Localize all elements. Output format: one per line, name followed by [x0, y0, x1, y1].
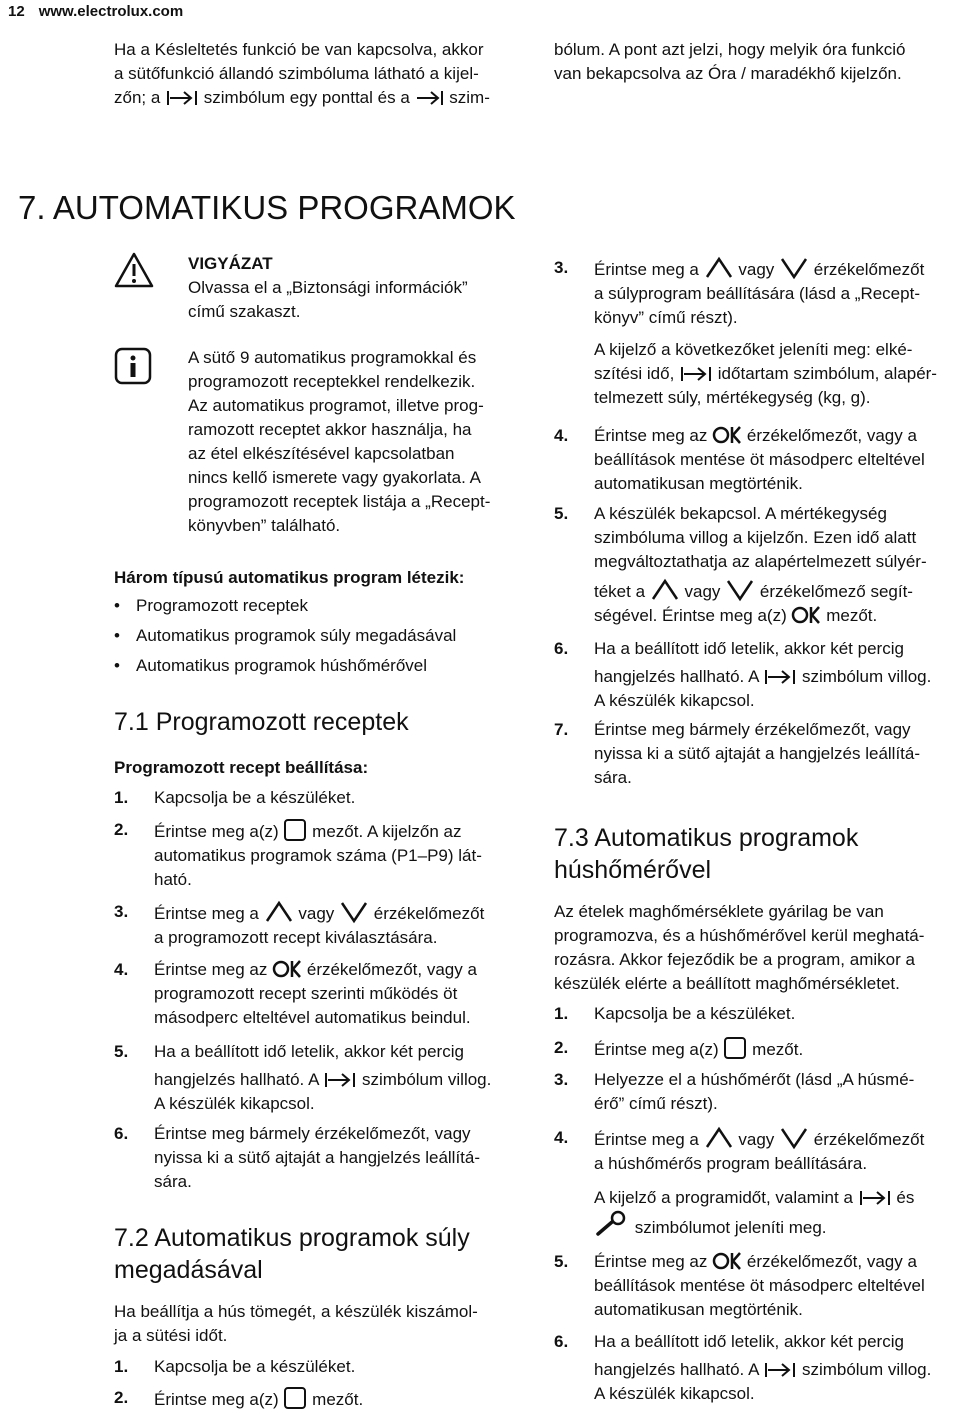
text-fragment: érzékelőmezőt: [813, 1130, 925, 1149]
step-number: 6.: [114, 1124, 129, 1143]
text-line: A készülék kikapcsol.: [594, 1384, 755, 1403]
duration-arrow-icon: [679, 364, 713, 384]
text-fragment: Érintse meg az: [594, 1252, 708, 1271]
text-line: Ha beállítja a hús tömegét, a készülék kiszámol-: [114, 1302, 478, 1321]
text-line: A kijelző a következőket jeleníti meg: elké-: [594, 340, 913, 359]
text-line: nyissa ki a sütő ajtaját a hangjelzés leállítá-: [154, 1148, 481, 1167]
page-number: 12: [8, 3, 25, 20]
meat-probe-icon: [594, 1210, 630, 1238]
text-line: bólum. A pont azt jelzi, hogy melyik óra funkció: [554, 40, 906, 59]
step-number: 3.: [554, 258, 569, 277]
text-fragment: mezőt.: [826, 606, 878, 625]
step-number: 7.: [554, 720, 569, 739]
text-line: Kapcsolja be a készüléket.: [154, 788, 356, 807]
text-line: [594, 1126, 954, 1152]
section-title: 7. AUTOMATIKUS PROGRAMOK: [18, 189, 516, 226]
text-fragment: érzékelőmezőt: [373, 904, 485, 923]
text-fragment: Érintse meg a: [594, 260, 699, 279]
text-line: A készülék kikapcsol.: [594, 691, 755, 710]
text-fragment: Érintse meg a(z): [154, 1390, 279, 1409]
step-number: 1.: [114, 788, 129, 807]
text-fragment: érzékelőmezőt, vagy a: [306, 960, 477, 979]
text-line: ramozott receptet akkor használja, ha: [188, 420, 472, 439]
text-line: Helyezze el a húshőmérőt (lásd „A húsmé-: [594, 1070, 915, 1089]
chevron-down-icon: [779, 1126, 809, 1150]
step-number: 1.: [554, 1004, 569, 1023]
end-arrow-icon: [415, 88, 445, 108]
subsection-7-3-paragraph: [554, 900, 954, 996]
text-line: [154, 900, 524, 926]
text-line: automatikusan megtörténik.: [594, 474, 803, 493]
step-number: 4.: [554, 426, 569, 445]
ok-icon: [791, 604, 821, 626]
text-line: programozva, és a húshőmérővel kerül meghatá-: [554, 926, 925, 945]
step-number: 5.: [554, 504, 569, 523]
text-line: automatikus programok száma (P1–P9) lát-: [154, 846, 482, 865]
step-number: 2.: [114, 1388, 129, 1407]
chevron-up-icon: [264, 900, 294, 924]
subsection-7-1-title: 7.1 Programozott receptek: [114, 708, 409, 736]
title-line: megadásával: [114, 1256, 263, 1284]
text-fragment: és: [896, 1188, 915, 1207]
step-number: 4.: [114, 960, 129, 979]
text-line: érő” című részt).: [594, 1094, 718, 1113]
warning-triangle-icon: [114, 252, 154, 288]
text-fragment: vagy: [738, 260, 775, 279]
title-line: húshőmérővel: [554, 856, 712, 884]
text-line: Az ételek maghőmérséklete gyárilag be van: [554, 902, 884, 921]
text-line: [594, 1036, 954, 1062]
text-line: a súlyprogram beállítására (lásd a „Recept-: [594, 284, 920, 303]
text-line: A sütő 9 automatikus programokkal és: [188, 348, 477, 367]
step-number: 3.: [114, 902, 129, 921]
text-fragment: szítési idő,: [594, 364, 675, 383]
text-line: van bekapcsolva az Óra / maradékhő kijelzőn.: [554, 64, 902, 83]
text-line: [594, 665, 954, 689]
step-number: 2.: [554, 1038, 569, 1057]
text-line: készülék elérte a beállított maghőmérsékletet.: [554, 974, 900, 993]
step-number: 1.: [114, 1357, 129, 1376]
text-fragment: A kijelző a programidőt, valamint a: [594, 1188, 853, 1207]
text-fragment: mezőt.: [752, 1040, 804, 1059]
text-line: [594, 1358, 954, 1382]
chevron-down-icon: [339, 900, 369, 924]
text-line: beállítások mentése öt másodperc elteltével: [594, 450, 925, 469]
step-number: 5.: [554, 1252, 569, 1271]
text-line: [594, 424, 954, 448]
subsection-7-2-title: [114, 1222, 524, 1286]
text-fragment: Érintse meg a(z): [154, 822, 279, 841]
text-line: sára.: [154, 1172, 192, 1191]
text-line: nyissa ki a sütő ajtaját a hangjelzés leállítá-: [594, 744, 921, 763]
text-line: a programozott recept kiválasztására.: [154, 928, 438, 947]
text-line: megváltoztathatja az alapértelmezett súlyér-: [594, 552, 927, 571]
text-line: könyvben” található.: [188, 516, 341, 535]
blank-field-icon: [723, 1036, 747, 1060]
text-line: sára.: [594, 768, 632, 787]
warning-title: VIGYÁZAT: [188, 254, 273, 273]
title-line: 7.2 Automatikus programok súly: [114, 1224, 470, 1252]
text-fragment: Érintse meg a: [594, 1130, 699, 1149]
intro-left: [114, 38, 524, 110]
step-number: 4.: [554, 1128, 569, 1147]
text-line: [594, 604, 954, 628]
types-heading: Három típusú automatikus program létezik:: [114, 568, 465, 587]
list-item: • Automatikus programok súly megadásával: [114, 624, 524, 654]
text-fragment: vagy: [298, 904, 335, 923]
text-line: Ha a beállított idő letelik, akkor két percig: [154, 1042, 464, 1061]
text-line: A készülék bekapcsol. A mértékegység: [594, 504, 887, 523]
text-line: [154, 1068, 524, 1092]
text-line: szimbóluma villog a kijelzőn. Ezen idő alatt: [594, 528, 917, 547]
list-item: • Programozott receptek: [114, 594, 524, 624]
step-note: [594, 1186, 954, 1240]
ok-icon: [272, 958, 302, 980]
warning-box: [188, 252, 524, 324]
text-fragment: szim-: [449, 88, 490, 107]
text-line: az étel elkészítésével kapcsolatban: [188, 444, 455, 463]
text-fragment: Érintse meg a(z): [594, 1040, 719, 1059]
step-number: 2.: [114, 820, 129, 839]
text-line: [154, 1386, 524, 1412]
text-line: Olvassa el a „Biztonsági információk”: [188, 278, 468, 297]
text-line: Ha a beállított idő letelik, akkor két percig: [594, 639, 904, 658]
text-fragment: Érintse meg a: [154, 904, 259, 923]
text-line: című szakaszt.: [188, 302, 301, 321]
text-line: ható.: [154, 870, 192, 889]
text-fragment: zőn; a: [114, 88, 161, 107]
text-fragment: szimbólumot jeleníti meg.: [634, 1218, 827, 1237]
text-line: Kapcsolja be a készüléket.: [594, 1004, 796, 1023]
blank-field-icon: [283, 818, 307, 842]
types-list: [114, 594, 524, 684]
text-line: könyv” című részt).: [594, 308, 738, 327]
text-fragment: hangjelzés hallható. A: [154, 1070, 319, 1089]
text-line: ja a sütési időt.: [114, 1326, 228, 1345]
text-fragment: érzékelőmezőt: [813, 260, 925, 279]
text-fragment: szimbólum egy ponttal és a: [203, 88, 410, 107]
info-box: [188, 346, 524, 538]
chevron-down-icon: [779, 256, 809, 280]
text-fragment: vagy: [738, 1130, 775, 1149]
text-line: [114, 86, 524, 110]
subsection-7-2-paragraph: [114, 1300, 524, 1348]
text-line: [594, 1186, 954, 1210]
chevron-up-icon: [650, 578, 680, 602]
text-line: rozásra. Akkor fejeződik be a program, amikor a: [554, 950, 915, 969]
text-line: Érintse meg bármely érzékelőmezőt, vagy: [154, 1124, 471, 1143]
text-fragment: mezőt. A kijelzőn az: [312, 822, 462, 841]
text-line: Kapcsolja be a készüléket.: [154, 1357, 356, 1376]
blank-field-icon: [283, 1386, 307, 1410]
text-fragment: hangjelzés hallható. A: [594, 667, 759, 686]
duration-arrow-icon: [763, 1360, 797, 1380]
text-line: telmezett súly, mértékegység (kg, g).: [594, 388, 871, 407]
text-fragment: téket a: [594, 582, 646, 601]
text-line: Ha a Késleltetés funkció be van kapcsolva, akkor: [114, 40, 484, 59]
step-note: [594, 338, 954, 410]
text-line: A készülék kikapcsol.: [154, 1094, 315, 1113]
list-item: • Automatikus programok húshőmérővel: [114, 654, 524, 684]
page-header: [8, 0, 183, 24]
step-number: 3.: [554, 1070, 569, 1089]
text-line: programozott receptekkel rendelkezik.: [188, 372, 476, 391]
text-fragment: Érintse meg az: [154, 960, 268, 979]
text-fragment: érzékelőmezőt, vagy a: [746, 1252, 917, 1271]
text-line: [594, 1210, 954, 1240]
chevron-up-icon: [704, 256, 734, 280]
text-line: Az automatikus programot, illetve prog-: [188, 396, 484, 415]
text-line: Ha a beállított idő letelik, akkor két percig: [594, 1332, 904, 1351]
text-line: programozott receptek listája a „Recept-: [188, 492, 491, 511]
duration-arrow-icon: [763, 667, 797, 687]
text-fragment: vagy: [684, 582, 721, 601]
text-fragment: szimbólum villog.: [801, 667, 932, 686]
chevron-up-icon: [704, 1126, 734, 1150]
text-line: nincs kellő ismerete vagy gyakorlata. A: [188, 468, 481, 487]
info-icon: [114, 347, 152, 385]
duration-arrow-icon: [165, 88, 199, 108]
chevron-down-icon: [725, 578, 755, 602]
subsection-7-3-title: [554, 822, 954, 886]
site-url[interactable]: www.electrolux.com: [38, 3, 184, 20]
text-line: automatikusan megtörténik.: [594, 1300, 803, 1319]
text-fragment: időtartam szimbólum, alapér-: [717, 364, 937, 383]
step-number: 5.: [114, 1042, 129, 1061]
ok-icon: [712, 424, 742, 446]
title-line: 7.3 Automatikus programok: [554, 824, 859, 852]
text-fragment: mezőt.: [312, 1390, 364, 1409]
text-line: [154, 818, 524, 844]
text-line: [594, 578, 954, 604]
text-line: Érintse meg bármely érzékelőmezőt, vagy: [594, 720, 911, 739]
text-line: a sütőfunkció állandó szimbóluma látható a kijel-: [114, 64, 479, 83]
duration-arrow-icon: [858, 1188, 892, 1208]
text-line: programozott recept szerinti működés öt: [154, 984, 458, 1003]
duration-arrow-icon: [323, 1070, 357, 1090]
text-fragment: hangjelzés hallható. A: [594, 1360, 759, 1379]
text-line: [154, 958, 524, 982]
text-fragment: Érintse meg az: [594, 426, 708, 445]
text-fragment: szimbólum villog.: [361, 1070, 492, 1089]
text-line: másodperc elteltével automatikus beindul.: [154, 1008, 471, 1027]
intro-right: [554, 38, 954, 86]
text-fragment: érzékelőmező segít-: [759, 582, 913, 601]
step-number: 6.: [554, 1332, 569, 1351]
text-fragment: ségével. Érintse meg a(z): [594, 606, 787, 625]
subsection-7-1-subheading: Programozott recept beállítása:: [114, 758, 369, 777]
ok-icon: [712, 1250, 742, 1272]
text-line: [594, 1250, 954, 1274]
text-line: [594, 256, 954, 282]
step-number: 6.: [554, 639, 569, 658]
text-fragment: szimbólum villog.: [801, 1360, 932, 1379]
text-line: a húshőmérős program beállítására.: [594, 1154, 868, 1173]
text-line: beállítások mentése öt másodperc elteltével: [594, 1276, 925, 1295]
text-fragment: érzékelőmezőt, vagy a: [746, 426, 917, 445]
text-line: [594, 362, 954, 386]
